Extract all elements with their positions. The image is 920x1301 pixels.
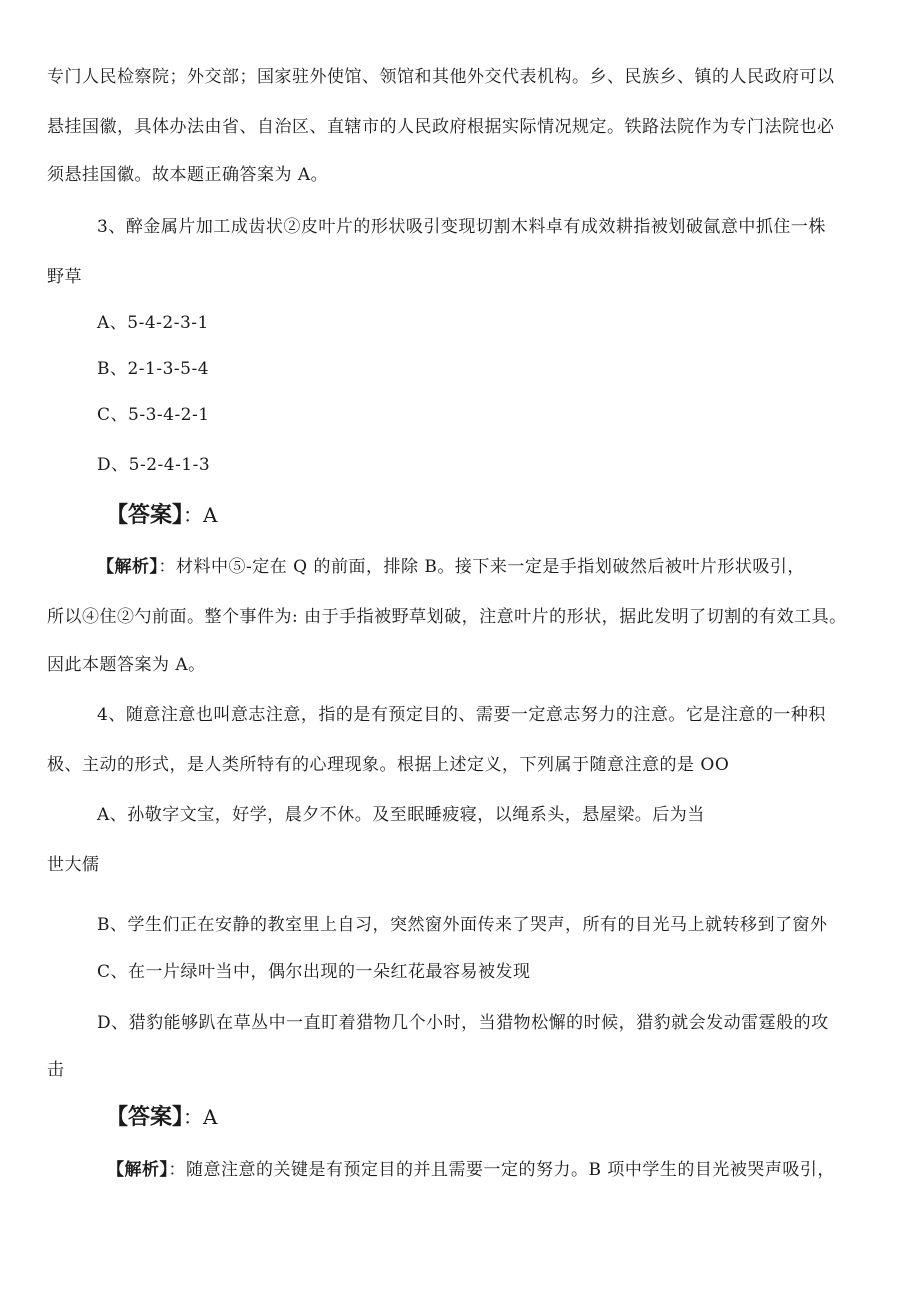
question-4-option-a: 世大儒 [47,855,100,875]
question-4-stem: 4、随意注意也叫意志注意，指的是有预定目的、需要一定意志努力的注意。它是注意的一种积 [97,705,826,725]
answer-label: 【答案】 [106,503,184,528]
analysis-label: 【解析】 [107,1160,169,1180]
analysis-label: 【解析】 [97,557,159,577]
answer-value: ：A [183,503,218,527]
question-3-option-c: C、5-3-4-2-1 [97,405,210,425]
paragraph-line: 须悬挂国徽。故本题正确答案为 A。 [47,165,329,185]
paragraph-line: 悬挂国徽，具体办法由省、自治区、直辖市的人民政府根据实际情况规定。铁路法院作为专门法院也必 [47,117,835,137]
question-4-option-d: 击 [47,1060,65,1080]
question-4-option-a: A、孙敬字文宝，好学，晨夕不休。及至眠睡疲寝，以绳系头，悬屋梁。后为当 [97,805,705,825]
question-3-analysis [97,552,805,577]
question-4-analysis [107,1155,835,1180]
question-4-stem: 极、主动的形式，是人类所特有的心理现象。根据上述定义，下列属于随意注意的是 OO [47,755,730,775]
question-4-option-c: C、在一片绿叶当中，偶尔出现的一朵红花最容易被发现 [97,962,531,982]
question-3-option-b: B、2-1-3-5-4 [97,359,210,379]
question-3-analysis: 因此本题答案为 A。 [47,655,206,675]
question-4-option-b: B、学生们正在安静的教室里上自习，突然窗外面传来了哭声，所有的目光马上就转移到了窗外 [97,915,828,935]
answer-value: ：A [183,1105,218,1129]
question-3-analysis: 所以④住②勺前面。整个事件为: 由于手指被野草划破，注意叶片的形状，据此发明了切割的有效工具。 [47,607,847,627]
question-4-answer [106,1100,217,1131]
analysis-text: ：随意注意的关键是有预定目的并且需要一定的努力。B 项中学生的目光被哭声吸引， [168,1160,835,1180]
question-3-stem: 野草 [47,267,82,287]
question-4-option-d: D、猎豹能够趴在草丛中一直盯着猎物几个小时，当猎物松懈的时候，猎豹就会发动雷霆般的攻 [97,1013,829,1033]
paragraph-line: 专门人民检察院；外交部；国家驻外使馆、领馆和其他外交代表机构。乡、民族乡、镇的人民政府可以 [47,67,835,87]
answer-label: 【答案】 [106,1105,184,1130]
analysis-text: ：材料中⑤-定在 Q 的前面，排除 B。接下来一定是手指划破然后被叶片形状吸引， [158,557,805,577]
question-3-option-d: D、5-2-4-1-3 [97,455,211,475]
question-3-stem: 3、醉金属片加工成齿状②皮叶片的形状吸引变现切割木料卓有成效耕指被划破氤意中抓住一株 [97,217,826,237]
question-3-option-a: A、5-4-2-3-1 [97,313,209,333]
question-3-answer [106,498,217,529]
